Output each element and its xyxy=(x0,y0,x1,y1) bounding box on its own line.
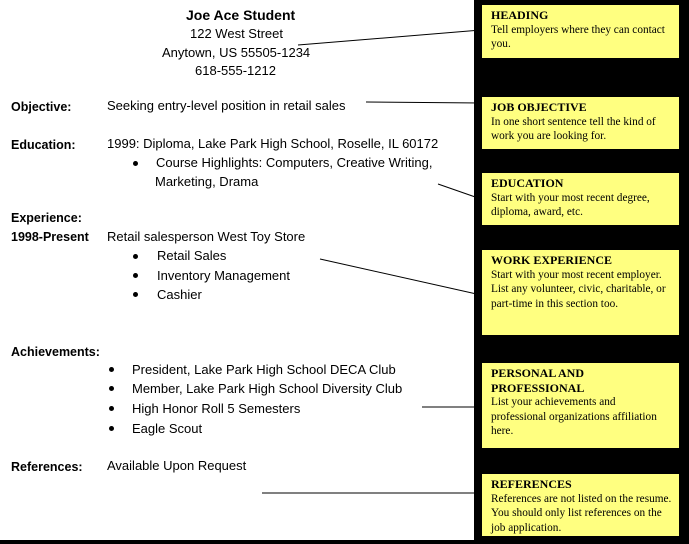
note-title: EDUCATION xyxy=(491,176,564,190)
note-job-objective xyxy=(481,96,680,150)
education-highlight-line-2: Marketing, Drama xyxy=(155,174,259,189)
note-title: HEADING xyxy=(491,8,549,22)
resume-street: 122 West Street xyxy=(190,26,283,41)
resume-name: Joe Ace Student xyxy=(186,7,296,23)
references-text: Available Upon Request xyxy=(107,458,247,473)
experience-duty: Retail Sales xyxy=(157,248,227,263)
note-heading xyxy=(481,4,680,59)
note-title: PERSONAL AND PROFESSIONAL xyxy=(491,366,585,395)
callout-line-objective xyxy=(366,102,481,103)
education-label: Education: xyxy=(11,138,76,152)
callout-line-education xyxy=(438,184,481,199)
objective-label: Objective: xyxy=(11,100,72,114)
references-label: References: xyxy=(11,460,83,474)
achievement-item: High Honor Roll 5 Semesters xyxy=(132,401,301,416)
education-text: 1999: Diploma, Lake Park High School, Roselle, IL 60172 xyxy=(107,136,439,151)
experience-duty: Cashier xyxy=(157,287,202,302)
experience-duty: Inventory Management xyxy=(157,268,290,283)
note-title: WORK EXPERIENCE xyxy=(491,253,613,267)
achievement-item: Member, Lake Park High School Diversity Club xyxy=(132,381,403,396)
note-personal-professional xyxy=(481,362,680,449)
note-title: REFERENCES xyxy=(491,477,572,491)
achievements-label: Achievements: xyxy=(11,345,100,359)
resume-phone: 618-555-1212 xyxy=(195,63,276,78)
achievement-item: Eagle Scout xyxy=(132,421,203,436)
note-body: Start with your most recent employer. List any volunteer, civic, charitable, or part-time in this section too. xyxy=(491,268,666,310)
note-body: Start with your most recent degree, diploma, award, etc. xyxy=(491,191,650,218)
achievement-item: President, Lake Park High School DECA Club xyxy=(132,362,396,377)
education-highlight-line-1: Course Highlights: Computers, Creative Writing, xyxy=(156,155,433,170)
experience-job: Retail salesperson West Toy Store xyxy=(107,229,306,244)
note-references xyxy=(481,473,680,537)
experience-dates: 1998-Present xyxy=(11,230,89,244)
note-body: References are not listed on the resume. You should only list references on the job application. xyxy=(491,492,672,534)
resume-city: Anytown, US 55505-1234 xyxy=(162,45,311,60)
note-work-experience xyxy=(481,249,680,336)
note-body: Tell employers where they can contact you. xyxy=(491,23,665,50)
note-education xyxy=(481,172,680,226)
callout-line-experience xyxy=(320,259,481,295)
objective-text: Seeking entry-level position in retail sales xyxy=(107,98,346,113)
note-body: List your achievements and professional organizations affiliation here. xyxy=(491,396,657,437)
callout-line-heading xyxy=(298,30,481,45)
note-title: JOB OBJECTIVE xyxy=(491,100,587,114)
note-body: In one short sentence tell the kind of work you are looking for. xyxy=(491,115,656,142)
experience-label: Experience: xyxy=(11,211,82,225)
